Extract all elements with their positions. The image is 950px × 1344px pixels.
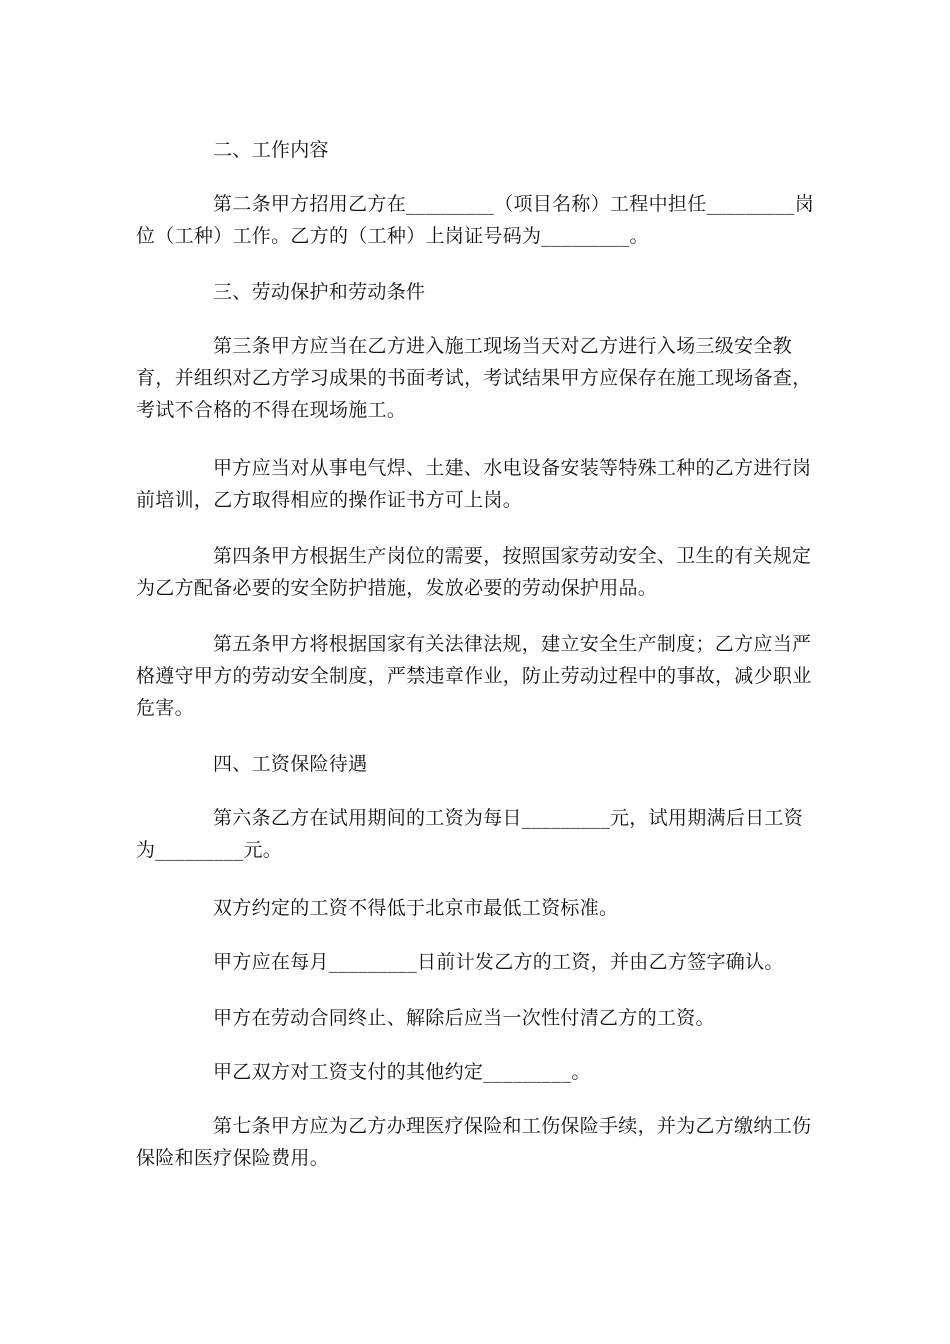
wage-settlement: 甲方在劳动合同终止、解除后应当一次性付清乙方的工资。 [213,1007,715,1029]
clause-3: 第三条甲方应当在乙方进入施工现场当天对乙方进行入场三级安全教育，并组织对乙方学习成果的书面考试，考试结果甲方应保存在施工现场备查，考试不合格的不得在现场施工。 [136,335,812,421]
clause-2: 第二条甲方招用乙方在_________（项目名称）工程中担任_________岗位（工种）工作。乙方的（工种）上岗证号码为_________。 [136,193,815,247]
clause-3-training: 甲方应当对从事电气焊、土建、水电设备安装等特殊工种的乙方进行岗前培训，乙方取得相应的操作证书方可上岗。 [136,457,812,511]
wage-payment-date: 甲方应在每月_________日前计发乙方的工资，并由乙方签字确认。 [213,951,784,973]
clause-6: 第六条乙方在试用期间的工资为每日_________元，试用期满后日工资为_________元。 [136,807,804,861]
section-heading-labor-protection: 三、劳动保护和劳动条件 [213,281,426,303]
clause-4: 第四条甲方根据生产岗位的需要，按照国家劳动安全、卫生的有关规定为乙方配备必要的安全防护措施，发放必要的劳动保护用品。 [136,545,812,599]
minimum-wage-agreement: 双方约定的工资不得低于北京市最低工资标准。 [213,897,619,919]
other-wage-agreement: 甲乙双方对工资支付的其他约定_________。 [213,1061,591,1083]
section-heading-work-content: 二、工作内容 [213,139,329,161]
section-heading-wages-insurance: 四、工资保险待遇 [213,753,368,775]
clause-5: 第五条甲方将根据国家有关法律法规，建立安全生产制度；乙方应当严格遵守甲方的劳动安全制度，严禁违章作业，防止劳动过程中的事故，减少职业危害。 [136,633,812,719]
clause-7: 第七条甲方应为乙方办理医疗保险和工伤保险手续，并为乙方缴纳工伤保险和医疗保险费用。 [136,1115,812,1169]
